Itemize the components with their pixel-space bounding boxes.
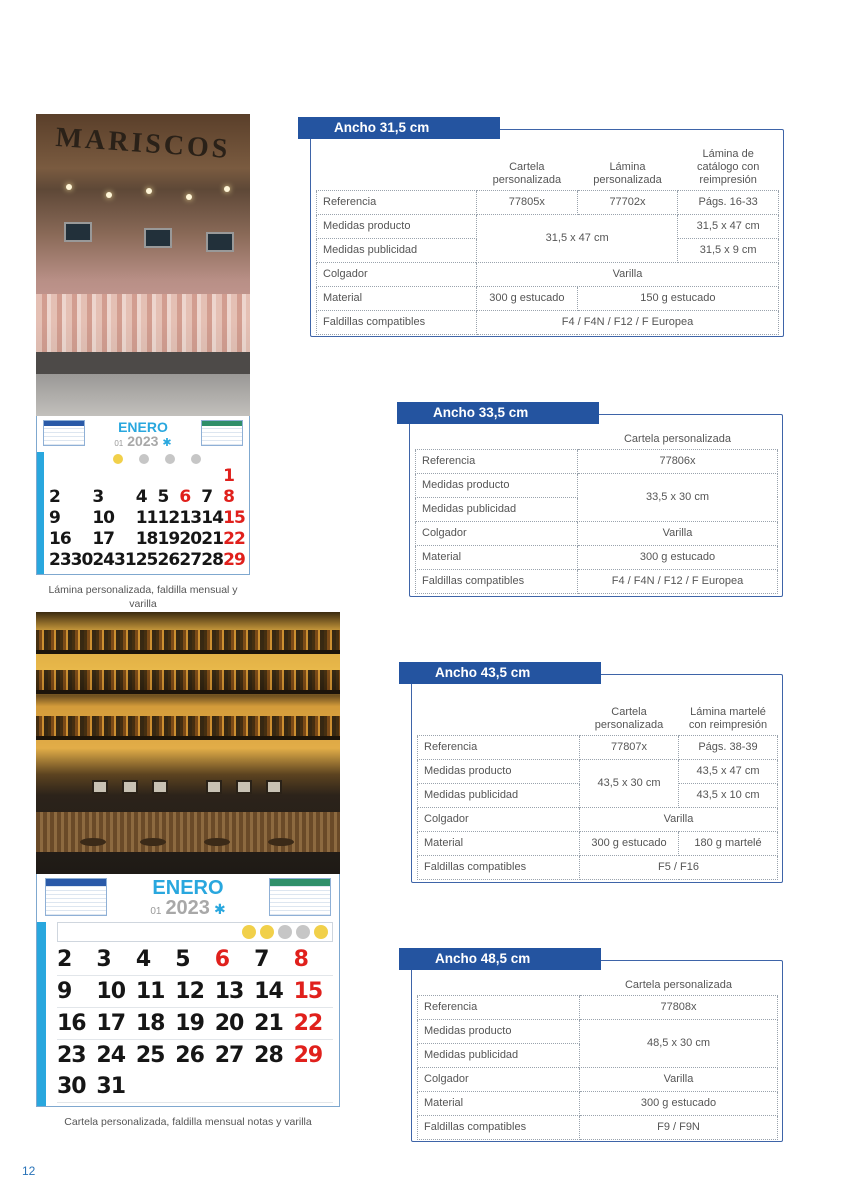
notes-area — [57, 922, 333, 942]
calendar-day: 21 — [254, 1008, 293, 1040]
row-label: Material — [317, 286, 477, 310]
calendar-day: 17 — [96, 1008, 135, 1040]
cell: 77805x — [477, 190, 578, 214]
month-number: 01 — [150, 906, 162, 917]
shelf — [36, 690, 340, 694]
calendar-day: 19 — [157, 529, 180, 549]
calendar-day: 3 — [92, 487, 104, 507]
calendar-day: 29 — [294, 1040, 333, 1103]
wall-picture — [236, 780, 252, 794]
shelf — [36, 736, 340, 740]
cell: 77702x — [577, 190, 678, 214]
cell: 48,5 x 30 cm — [580, 1019, 778, 1067]
shelf — [36, 650, 340, 654]
product-caption: Lámina personalizada, faldilla mensual y varilla — [48, 584, 238, 610]
cell: 31,5 x 9 cm — [678, 238, 779, 262]
calendar-day-grid — [37, 466, 249, 574]
row-label: Medidas publicidad — [418, 783, 580, 807]
column-header: Cartela personalizada — [580, 683, 679, 735]
row-label: Material — [416, 545, 578, 569]
cell: 31,5 x 47 cm — [678, 214, 779, 238]
cell: F4 / F4N / F12 / F Europea — [477, 310, 779, 334]
row-label: Material — [418, 831, 580, 855]
cell: Varilla — [578, 521, 778, 545]
shop-floor — [36, 374, 250, 416]
spec-table — [417, 683, 778, 880]
calendar-day: 10 — [96, 976, 135, 1008]
previous-month-mini-calendar — [45, 878, 107, 916]
cell: Varilla — [580, 1067, 778, 1091]
spec-table — [316, 138, 779, 335]
week-number-strip — [37, 922, 46, 1106]
cell: 77806x — [578, 449, 778, 473]
calendar-day: 18 — [136, 1008, 175, 1040]
calendar-day-grid — [37, 942, 339, 1106]
row-label: Medidas producto — [418, 1019, 580, 1043]
width-title-tag: Ancho 48,5 cm — [399, 948, 601, 970]
calendar-day: 19 — [175, 1008, 214, 1040]
seafood-counter — [36, 294, 250, 354]
tv-screen — [206, 232, 234, 252]
cell: Varilla — [580, 807, 778, 831]
calendar-day: 5 — [157, 487, 169, 507]
calendar-day: 25 — [136, 1040, 175, 1103]
cell: Págs. 38-39 — [679, 735, 778, 759]
row-label: Referencia — [317, 190, 477, 214]
calendar-day: 11 — [136, 976, 175, 1008]
monthly-calendar-pad-notes — [36, 874, 340, 1107]
row-label: Faldillas compatibles — [418, 855, 580, 879]
calendar-day: 13 — [215, 976, 254, 1008]
row-label: Medidas publicidad — [317, 238, 477, 262]
calendar-day: 18 — [135, 529, 158, 549]
product-caption: Cartela personalizada, faldilla mensual notas y varilla — [64, 1116, 312, 1128]
calendar-day: 7 — [201, 487, 213, 507]
calendar-day-split: 23 30 — [57, 1040, 96, 1103]
month-heading — [150, 878, 225, 918]
calendar-day: 9 — [49, 508, 60, 528]
moon-phases — [37, 454, 249, 466]
spec-table-48-5 — [411, 951, 783, 1142]
moon-phase-icon — [139, 454, 149, 464]
width-title-tag: Ancho 31,5 cm — [298, 117, 500, 139]
cell: 31,5 x 47 cm — [477, 214, 678, 262]
previous-month-mini-calendar — [43, 420, 85, 446]
moon-phase-icon — [278, 925, 292, 939]
column-header: Cartela personalizada — [578, 423, 778, 449]
row-label: Colgador — [317, 262, 477, 286]
calendar-day: 7 — [254, 944, 293, 976]
month-heading — [114, 420, 171, 450]
row-label: Colgador — [418, 807, 580, 831]
calendar-day: 28 — [254, 1040, 293, 1103]
calendar-day-split: 2431 — [92, 550, 136, 570]
calendar-day: 27 — [215, 1040, 254, 1103]
cell: 300 g estucado — [578, 545, 778, 569]
spec-table-43-5 — [411, 665, 783, 883]
row-label: Faldillas compatibles — [317, 310, 477, 334]
calendar-day-split: 24 31 — [96, 1040, 135, 1103]
row-label: Referencia — [418, 995, 580, 1019]
row-label: Medidas publicidad — [416, 497, 578, 521]
bar-counter — [36, 812, 340, 852]
cell: F4 / F4N / F12 / F Europea — [578, 569, 778, 593]
wall-picture — [92, 780, 108, 794]
calendar-day: 17 — [92, 529, 115, 549]
tv-screen — [64, 222, 92, 242]
spec-table — [415, 423, 778, 594]
cell: 43,5 x 47 cm — [679, 759, 778, 783]
cell: 180 g martelé — [679, 831, 778, 855]
calendar-day: 29 — [223, 550, 245, 570]
month-name: ENERO — [152, 877, 224, 899]
calendar-day: 22 — [223, 529, 245, 549]
calendar-day: 22 — [294, 1008, 333, 1040]
width-title-tag: Ancho 43,5 cm — [399, 662, 601, 684]
calendar-day: 11 — [135, 508, 158, 528]
calendar-day: 15 — [223, 508, 245, 528]
calendar-day: 14 — [254, 976, 293, 1008]
calendar-day-split: 2330 — [49, 550, 93, 570]
ceiling-light — [66, 184, 72, 190]
ceiling-light — [106, 192, 112, 198]
column-header: Cartela personalizada — [580, 969, 778, 995]
calendar-day: 15 — [294, 976, 333, 1008]
calendar-day: 9 — [57, 976, 96, 1008]
calendar-day: 12 — [157, 508, 180, 528]
calendar-day: 21 — [201, 529, 223, 549]
monthly-calendar-pad — [36, 416, 250, 575]
row-label: Colgador — [418, 1067, 580, 1091]
bar-stool — [140, 838, 166, 846]
month-number: 01 — [114, 439, 124, 448]
spec-table-31-5 — [310, 120, 784, 337]
row-label: Faldillas compatibles — [416, 569, 578, 593]
calendar-day: 28 — [201, 550, 223, 570]
moon-phase-icon — [165, 454, 175, 464]
column-header: Lámina personalizada — [577, 138, 678, 190]
calendar-day: 26 — [175, 1040, 214, 1103]
cell: 150 g estucado — [577, 286, 778, 310]
row-label: Medidas publicidad — [418, 1043, 580, 1067]
cell: 300 g estucado — [580, 831, 679, 855]
bottle-shelf — [36, 716, 340, 736]
calendar-day: 20 — [179, 529, 202, 549]
calendar-day: 12 — [175, 976, 214, 1008]
moon-phase-icon — [191, 454, 201, 464]
column-header: Lámina martelé con reimpresión — [679, 683, 778, 735]
product-cartela-notas — [36, 612, 340, 1129]
calendar-year: 2023 — [127, 433, 159, 449]
next-month-mini-calendar — [201, 420, 243, 446]
spec-table — [417, 969, 778, 1140]
cell: 77807x — [580, 735, 679, 759]
calendar-day: 20 — [215, 1008, 254, 1040]
bar-stool — [80, 838, 106, 846]
cell: F5 / F16 — [580, 855, 778, 879]
spec-table-33-5 — [409, 405, 783, 597]
week-number-strip — [37, 452, 44, 574]
cell: 33,5 x 30 cm — [578, 473, 778, 521]
calendar-day: 5 — [175, 944, 214, 976]
bottle-shelf — [36, 630, 340, 650]
row-label: Referencia — [416, 449, 578, 473]
row-label: Medidas producto — [418, 759, 580, 783]
calendar-day: 2 — [49, 487, 60, 507]
calendar-day: 26 — [157, 550, 180, 570]
column-header: Cartela personalizada — [477, 138, 578, 190]
calendar-day: 3 — [96, 944, 135, 976]
calendar-day: 2 — [57, 944, 96, 976]
row-label: Medidas producto — [416, 473, 578, 497]
shop-sign: MARISCOS — [54, 121, 232, 166]
month-name: ENERO — [118, 419, 168, 435]
calendar-day: 25 — [135, 550, 158, 570]
column-header: Lámina de catálogo con reimpresión — [678, 138, 779, 190]
counter-glass — [36, 352, 250, 374]
row-label: Faldillas compatibles — [418, 1115, 580, 1139]
bar-stool — [204, 838, 230, 846]
calendar-day: 16 — [49, 529, 71, 549]
snowflake-icon: ✱ — [213, 901, 226, 917]
moon-phases — [242, 925, 328, 939]
bottle-shelf — [36, 670, 340, 690]
ceiling-light — [186, 194, 192, 200]
bar-photo — [36, 612, 340, 874]
calendar-day: 8 — [294, 944, 333, 976]
calendar-day: 27 — [179, 550, 202, 570]
tv-screen — [144, 228, 172, 248]
next-month-mini-calendar — [269, 878, 331, 916]
calendar-year: 2023 — [165, 897, 210, 919]
wall-picture — [152, 780, 168, 794]
seafood-shop-photo — [36, 114, 250, 416]
row-label: Medidas producto — [317, 214, 477, 238]
calendar-day: 6 — [179, 487, 191, 507]
cell: F9 / F9N — [580, 1115, 778, 1139]
wall-picture — [122, 780, 138, 794]
row-label: Colgador — [416, 521, 578, 545]
calendar-day: 13 — [179, 508, 202, 528]
cell: Págs. 16-33 — [678, 190, 779, 214]
cell: 43,5 x 10 cm — [679, 783, 778, 807]
full-moon-icon — [242, 925, 256, 939]
row-label: Material — [418, 1091, 580, 1115]
calendar-day: 1 — [223, 466, 234, 486]
cell: 43,5 x 30 cm — [580, 759, 679, 807]
ceiling-light — [224, 186, 230, 192]
calendar-day: 14 — [201, 508, 223, 528]
wall-picture — [206, 780, 222, 794]
wall-picture — [266, 780, 282, 794]
snowflake-icon: ✱ — [162, 437, 172, 449]
calendar-day: 10 — [92, 508, 115, 528]
cell: 300 g estucado — [580, 1091, 778, 1115]
calendar-day: 4 — [135, 487, 147, 507]
bar-stool — [268, 838, 294, 846]
cell: 77808x — [580, 995, 778, 1019]
moon-phase-icon — [296, 925, 310, 939]
page-number: 12 — [22, 1164, 36, 1178]
calendar-day: 4 — [136, 944, 175, 976]
calendar-day: 8 — [223, 487, 234, 507]
calendar-day: 6 — [215, 944, 254, 976]
width-title-tag: Ancho 33,5 cm — [397, 402, 599, 424]
ceiling-light — [146, 188, 152, 194]
product-lamina-personalizada — [36, 114, 250, 611]
full-moon-icon — [260, 925, 274, 939]
cell: Varilla — [477, 262, 779, 286]
full-moon-icon — [113, 454, 123, 464]
calendar-day: 16 — [57, 1008, 96, 1040]
row-label: Referencia — [418, 735, 580, 759]
full-moon-icon — [314, 925, 328, 939]
cell: 300 g estucado — [477, 286, 578, 310]
